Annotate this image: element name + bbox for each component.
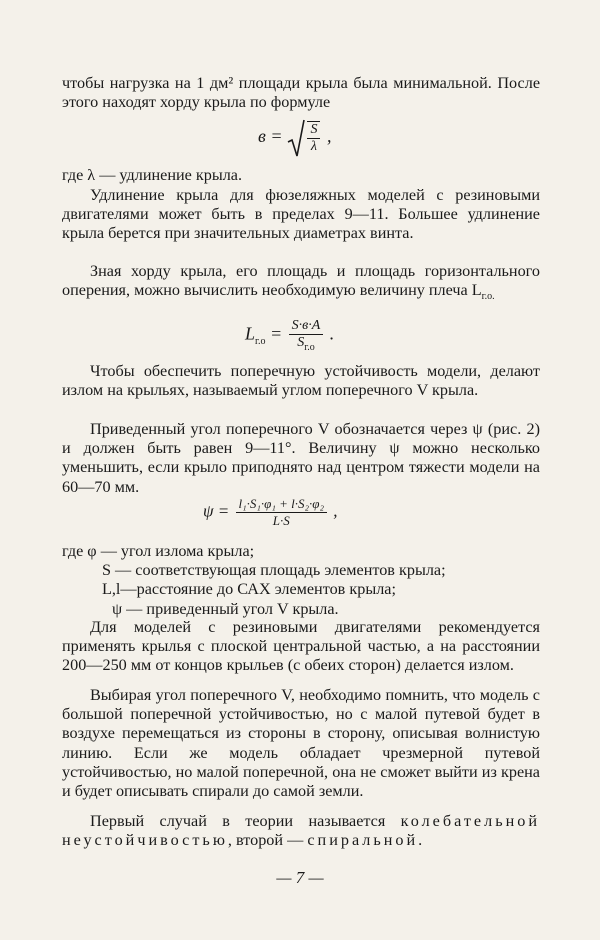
paragraph-9-start: Первый случай в теории называется — [90, 812, 401, 830]
formula-arm-lhs-sub: г.о — [255, 336, 266, 348]
paragraph-2: где λ — удлинение крыла. — [62, 166, 243, 184]
paragraph-6: Приведенный угол поперечного V обозначается через ψ (рис. 2) и должен быть равен 9—11°. Величину ψ можно несколько уменьшить, если крыло приподнято над центром тяжести модели на 60—70 мм. — [62, 420, 540, 496]
formula-arm-lhs: L — [245, 323, 256, 344]
formula-chord-fraction — [307, 121, 320, 155]
paragraph-5: Чтобы обеспечить поперечную устойчивость модели, делают излом на крыльях, называемый углом поперечного V крыла. — [62, 362, 540, 400]
legend-line-4: ψ — приведенный угол V крыла. — [112, 599, 339, 618]
paragraph-9-term-2: спиральной. — [307, 831, 426, 850]
formula-legend — [62, 542, 540, 619]
formula-dihedral-denominator: L·S — [272, 513, 290, 528]
paragraph-8: Выбирая угол поперечного V, необходимо помнить, что модель с большой поперечной устойчивостью, но с малой путевой будет в воздухе перемещаться из стороны в сторону, описывая волнистую линию. Если же модель обладает чрезмерной путевой устойчивостью, но малой поперечной, она не сможет выйти из крена и будет описывать спирали до самой земли. — [62, 686, 540, 801]
paragraph-7: Для моделей с резиновыми двигателями рекомендуется применять крылья с плоской центральной частью, а на расстоянии 200—250 мм от концов крыльев (с обеих сторон) делается излом. — [62, 618, 540, 675]
formula-arm — [245, 318, 334, 353]
paragraph-4 — [62, 262, 540, 307]
legend-line-1: где φ — угол излома крыла; — [62, 542, 255, 560]
paragraph-9-term-1: колебательной неустойчивостью — [62, 812, 540, 850]
paragraph-4-text: Зная хорду крыла, его площадь и площадь горизонтального оперения, можно вычислить необходимую величину плеча L — [62, 262, 540, 300]
formula-chord-lhs: в = — [258, 126, 283, 147]
formula-dihedral-comma: , — [333, 501, 338, 521]
formula-arm-denominator: S — [297, 335, 305, 350]
formula-chord-comma: , — [326, 126, 332, 147]
paragraph-1: чтобы нагрузка на 1 дм² площади крыла была минимальной. После этого находят хорду крыла по формуле — [62, 74, 540, 112]
paragraph-4-sub: г.о. — [481, 291, 495, 303]
formula-arm-numerator: S·в·A — [289, 318, 324, 335]
formula-dihedral-fraction — [236, 496, 327, 529]
formula-dihedral-lhs: ψ = — [203, 501, 230, 521]
sqrt-sign — [287, 118, 305, 158]
formula-chord-numerator: S — [307, 122, 320, 139]
paragraph-9 — [62, 812, 540, 850]
paragraph-9-mid: , второй — — [227, 831, 308, 850]
formula-dihedral — [203, 496, 338, 529]
page-number: — 7 — — [276, 868, 324, 887]
legend-line-2: S — соответствующая площадь элементов крыла; — [102, 561, 446, 580]
legend-line-3: L,l—расстояние до САХ элементов крыла; — [102, 580, 396, 599]
formula-arm-fraction — [289, 318, 324, 353]
formula-chord-denominator: λ — [310, 139, 317, 154]
paragraph-3: Удлинение крыла для фюзеляжных моделей с резиновыми двигателями может быть в пределах 9—11. Большее удлинение крыла берется при значительных диаметрах винта. — [62, 186, 540, 243]
formula-dihedral-numerator: l₁·S₁·φ₁ + l·S₂·φ₂ — [236, 496, 327, 513]
formula-arm-period: . — [329, 323, 335, 344]
formula-arm-denominator-sub: г.о — [304, 341, 315, 353]
formula-chord — [258, 118, 331, 158]
formula-arm-eq: = — [270, 323, 283, 344]
